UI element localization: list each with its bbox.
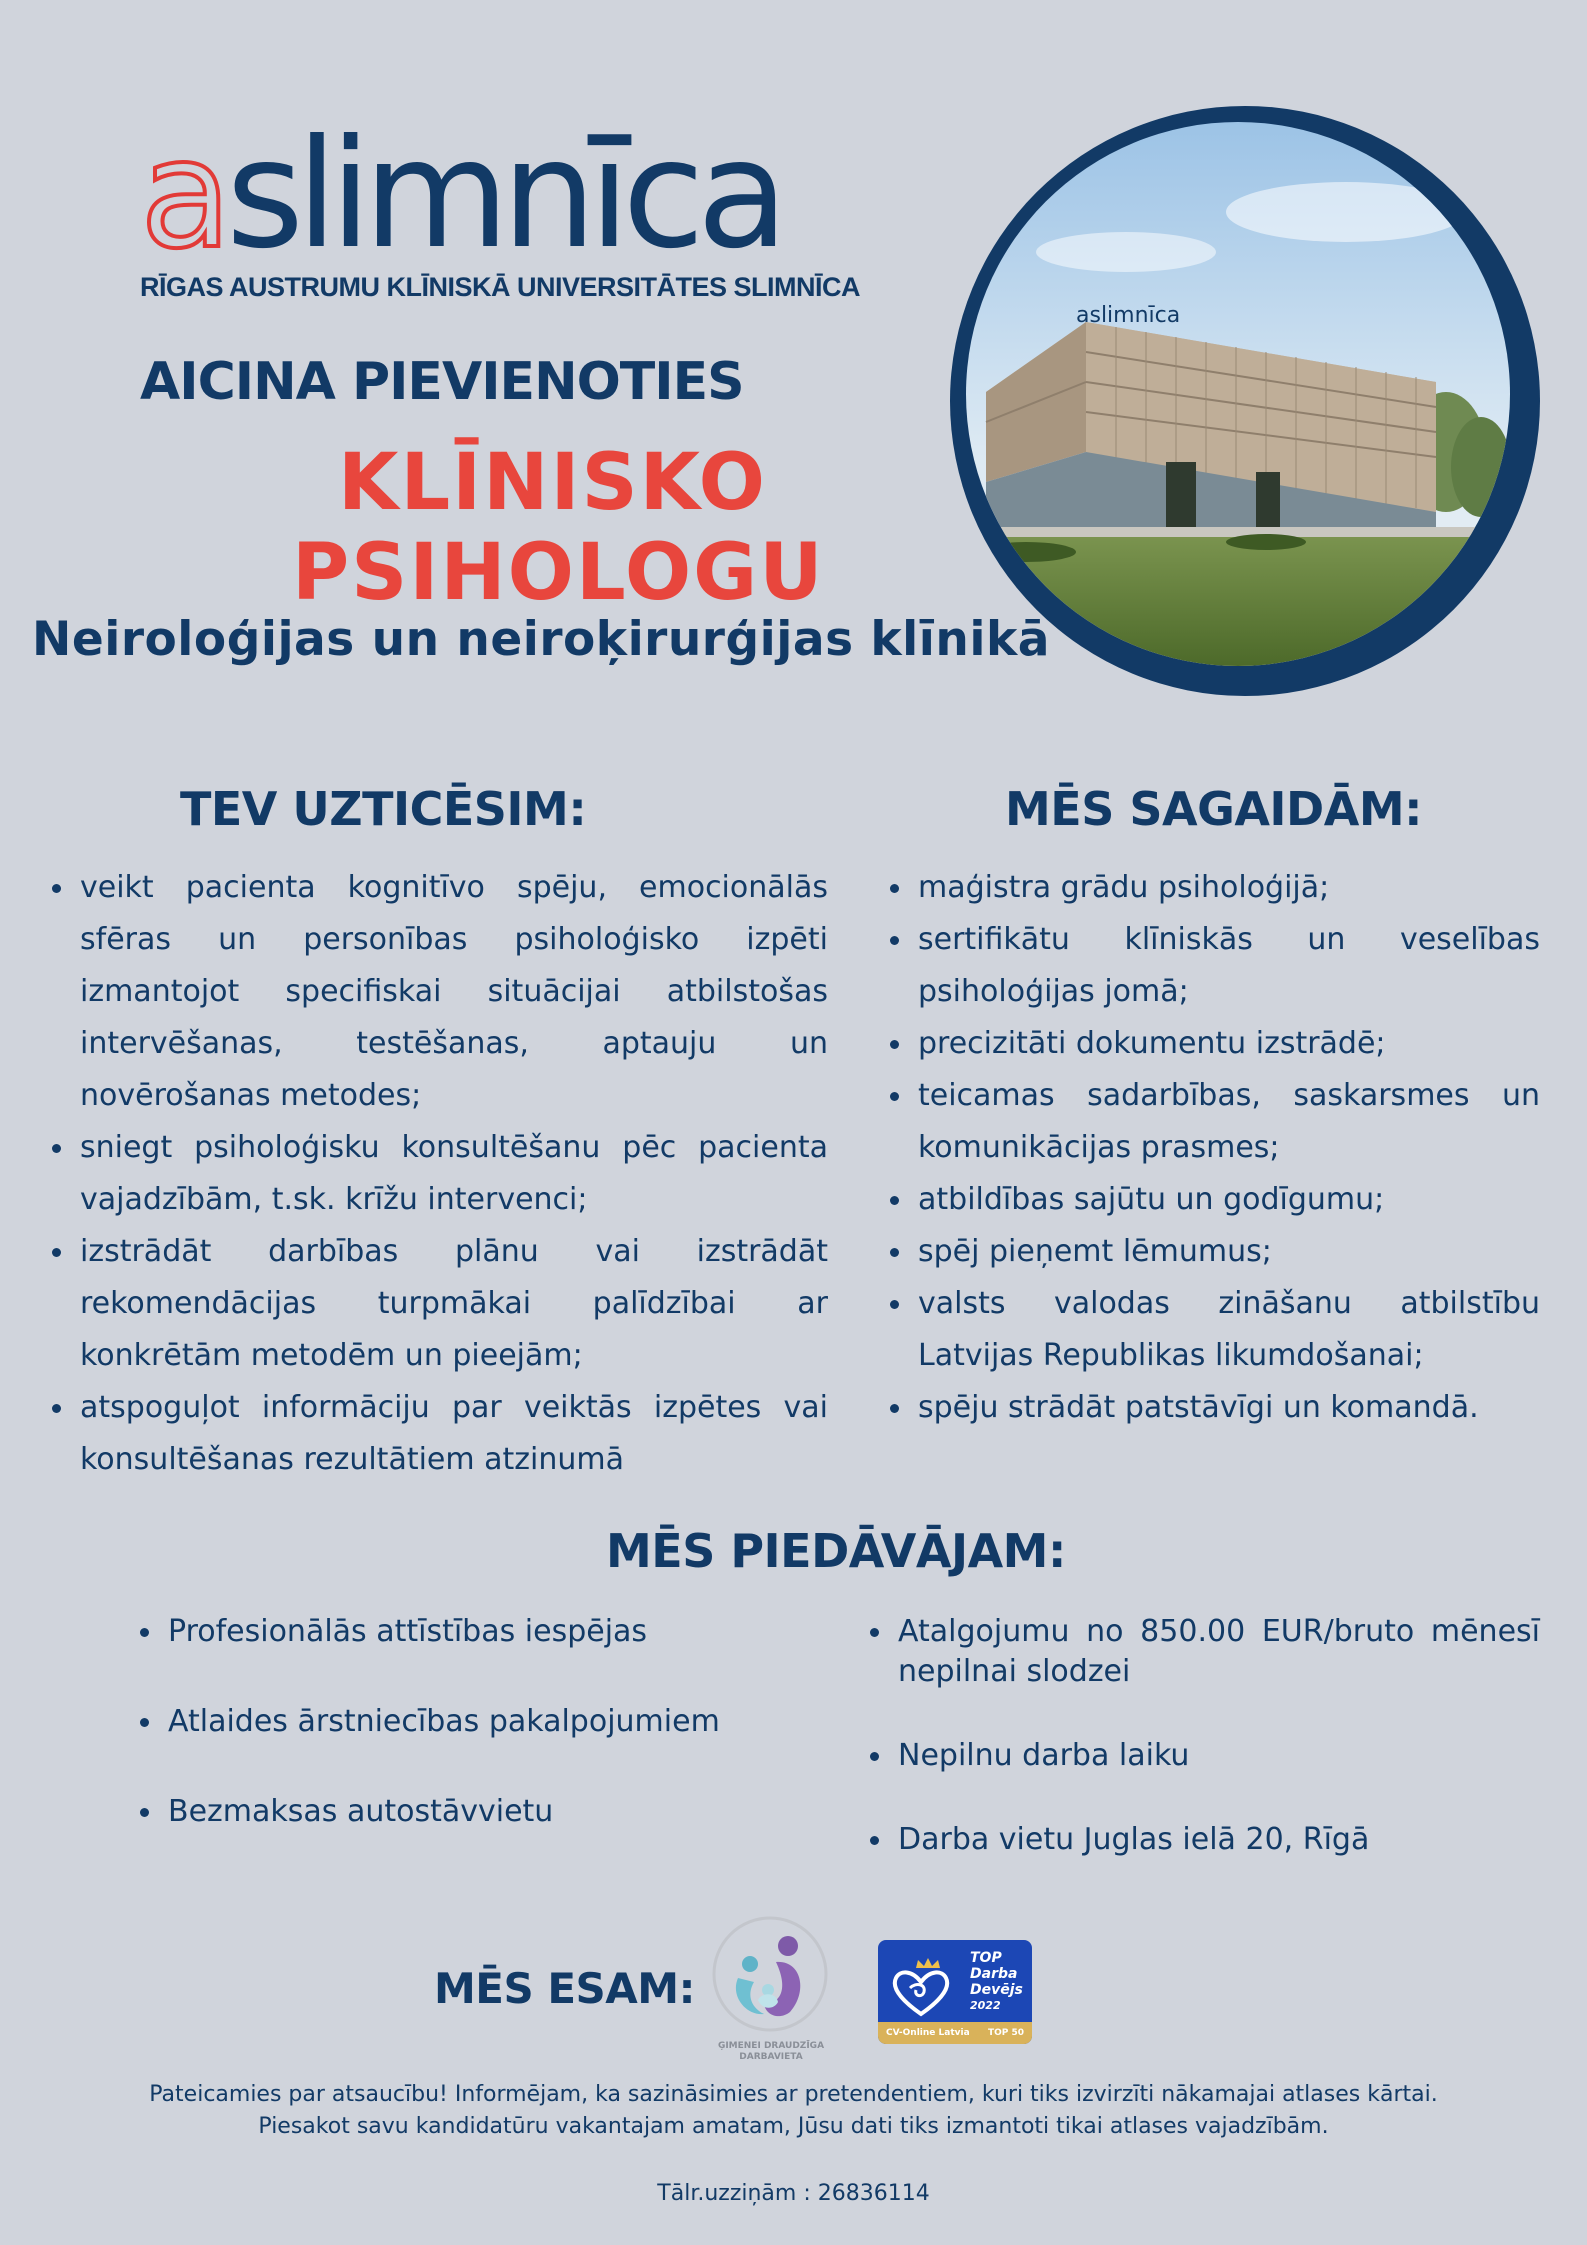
role-title-line2: PSIHOLOGU: [292, 528, 825, 618]
top-badge-line3: Devējs: [970, 1982, 1023, 1998]
offer-item: Atalgojumu no 850.00 EUR/bruto mēnesī nepilnai slodzei: [864, 1612, 1540, 1692]
logo-letter-a: a: [140, 108, 226, 282]
top-badge-footer-left: CV-Online Latvia: [886, 2028, 970, 2038]
offer-item: Bezmaksas autostāvvietu: [134, 1792, 834, 1832]
logo-word: slimnīca: [225, 108, 781, 282]
invite-heading: AICINA PIEVIENOTIES: [140, 352, 744, 412]
requirement-item: spēju strādāt patstāvīgi un komandā.: [884, 1382, 1540, 1434]
duties-heading: TEV UZTICĒSIM:: [180, 782, 587, 836]
requirement-item: spēj pieņemt lēmumus;: [884, 1226, 1540, 1278]
duty-item: sniegt psiholoģisku konsultēšanu pēc pacienta vajadzībām, t.sk. krīžu intervenci;: [46, 1122, 828, 1226]
offer-item: Atlaides ārstniecības pakalpojumiem: [134, 1702, 834, 1742]
family-heart-icon: [706, 1912, 836, 2037]
offer-item: Nepilnu darba laiku: [864, 1736, 1540, 1776]
top-badge-footer-right: TOP 50: [987, 2028, 1024, 2038]
footer-phone: Tālr.uzziņām : 26836114: [657, 2181, 930, 2206]
top-badge-line1: TOP: [970, 1950, 1002, 1966]
badges-heading: MĒS ESAM:: [434, 1964, 695, 2013]
top-employer-badge: [878, 1940, 1032, 2044]
logo-wordmark: [140, 98, 820, 282]
offer-item: Profesionālās attīstības iespējas: [134, 1612, 834, 1652]
footer-line2: Piesakot savu kandidatūru vakantajam amatam, Jūsu dati tiks izmantoti tikai atlases vajadzībām.: [258, 2114, 1329, 2139]
requirement-item: teicamas sadarbības, saskarsmes un komunikācijas prasmes;: [884, 1070, 1540, 1174]
building-photo: [950, 106, 1540, 696]
duties-list: [46, 862, 828, 1486]
requirements-heading: MĒS SAGAIDĀM:: [1005, 782, 1423, 836]
heart-crown-icon: [888, 1952, 954, 2022]
duty-item: veikt pacienta kognitīvo spēju, emocionālās sfēras un personības psiholoģisko izpēti izmantojot specifiskai situācijai atbilstošas intervēšanas, testēšanas, aptauju un novērošanas metodes;: [46, 862, 828, 1122]
building-sign: aslimnīca: [1076, 303, 1181, 328]
family-friendly-badge: [706, 1912, 836, 2072]
requirement-item: sertifikātu klīniskās un veselības psiholoģijas jomā;: [884, 914, 1540, 1018]
building-illustration: [966, 122, 1510, 666]
requirement-item: precizitāti dokumentu izstrādē;: [884, 1018, 1540, 1070]
family-badge-label1: ĢIMENEI DRAUDZĪGA: [717, 2041, 825, 2051]
duty-item: atspoguļot informāciju par veiktās izpētes vai konsultēšanas rezultātiem atzinumā: [46, 1382, 828, 1486]
family-badge-label2: DARBAVIETA: [739, 2052, 803, 2062]
department-title: Neiroloģijas un neiroķirurģijas klīnikā: [32, 612, 1050, 667]
requirement-item: atbildības sajūtu un godīgumu;: [884, 1174, 1540, 1226]
role-title-line1: KLĪNISKO: [338, 438, 767, 528]
requirement-item: maģistra grādu psiholoģijā;: [884, 862, 1540, 914]
duty-item: izstrādāt darbības plānu vai izstrādāt rekomendācijas turpmākai palīdzībai ar konkrētām metodēm un pieejām;: [46, 1226, 828, 1382]
top-badge-line2: Darba: [970, 1966, 1018, 1982]
requirements-list: [884, 862, 1540, 1434]
requirement-item: valsts valodas zināšanu atbilstību Latvijas Republikas likumdošanai;: [884, 1278, 1540, 1382]
offer-item: Darba vietu Juglas ielā 20, Rīgā: [864, 1820, 1540, 1860]
footer-line1: Pateicamies par atsaucību! Informējam, ka sazināsimies ar pretendentiem, kuri tiks izvirzīti nākamajai atlases kārtai.: [149, 2082, 1438, 2107]
offer-list-left: [134, 1612, 834, 1832]
logo-subtitle: RĪGAS AUSTRUMU KLĪNISKĀ UNIVERSITĀTES SLIMNĪCA: [140, 272, 861, 302]
top-badge-year: 2022: [970, 1999, 1001, 2012]
offer-list-right: [864, 1612, 1540, 1860]
offer-heading: MĒS PIEDĀVĀJAM:: [606, 1524, 1066, 1578]
hospital-logo: [140, 98, 861, 303]
